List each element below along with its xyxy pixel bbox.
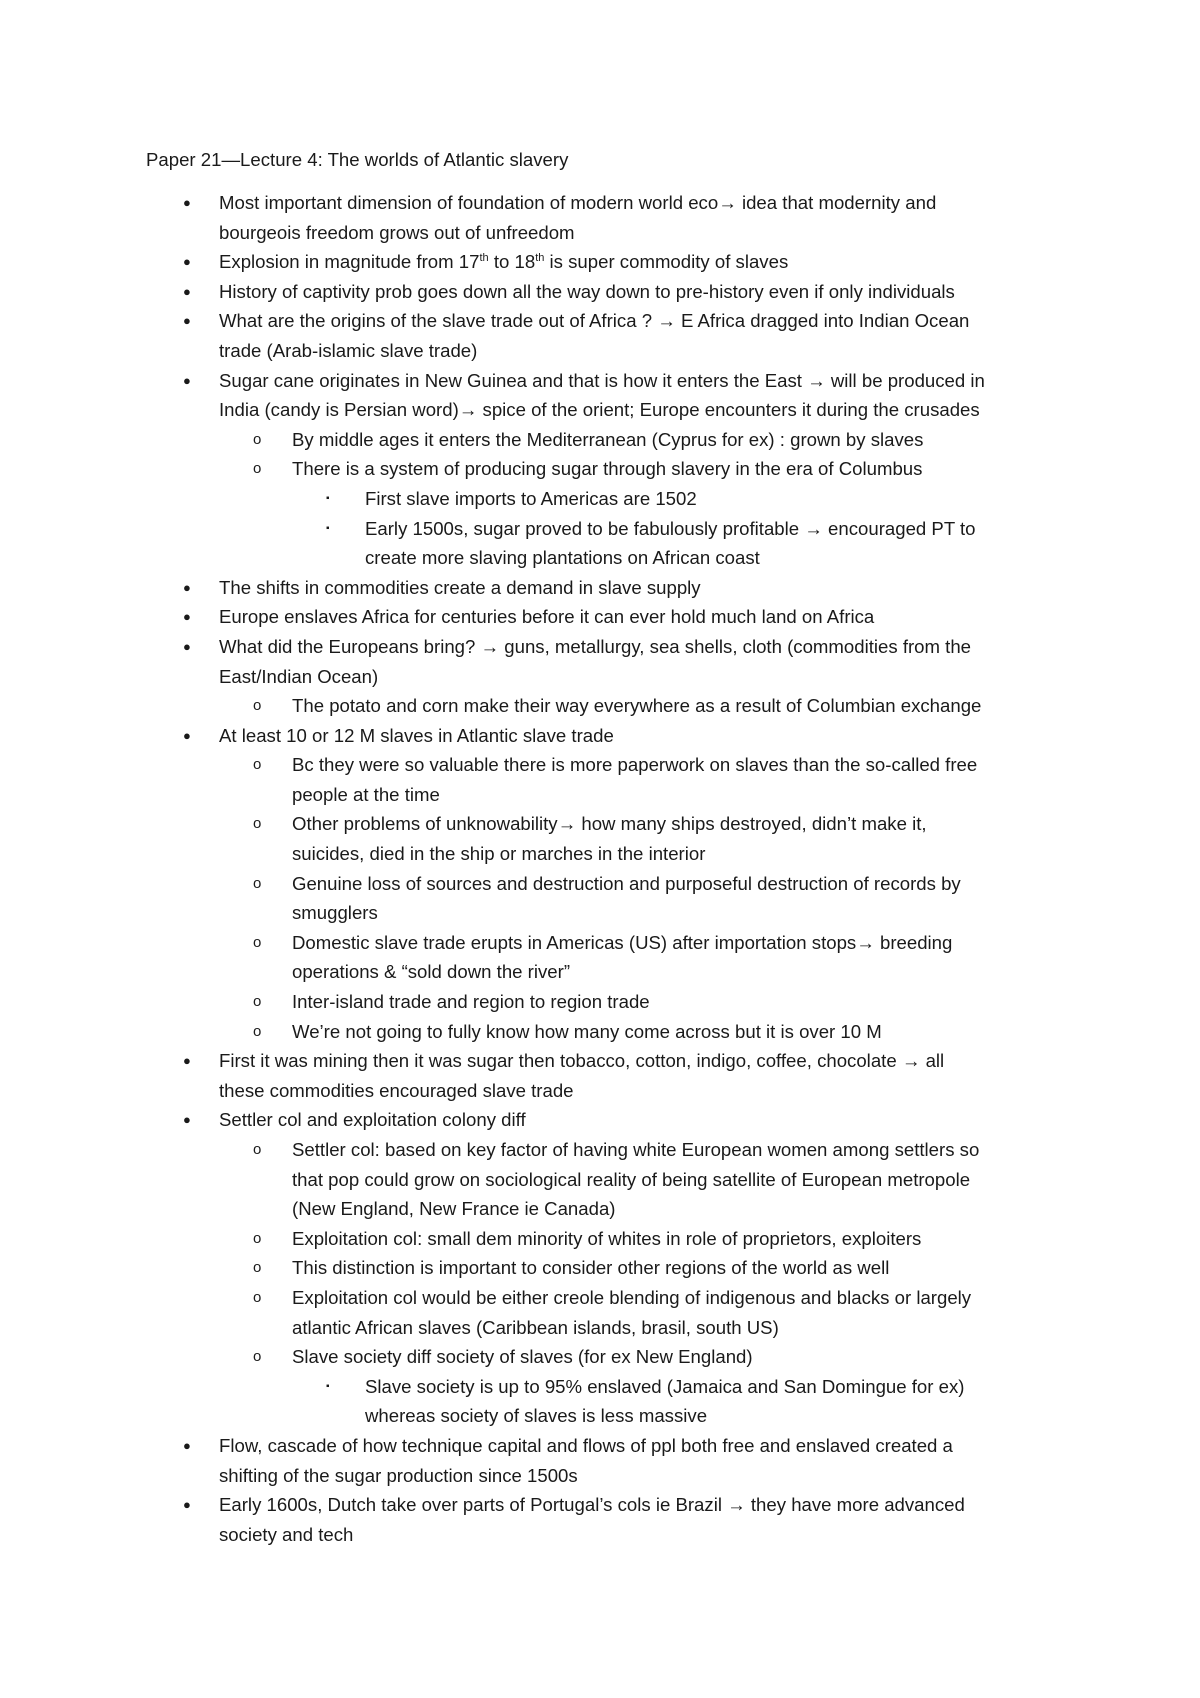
list-item-text: Slave society diff society of slaves (for ex New England) xyxy=(292,1346,753,1368)
page-title: Paper 21—Lecture 4: The worlds of Atlantic slavery xyxy=(146,149,569,170)
superscript: th xyxy=(479,252,489,264)
list-item-line xyxy=(0,869,1200,899)
list-item-line xyxy=(0,1283,1200,1313)
bullet-dot-icon: ● xyxy=(183,609,191,625)
list-item-line xyxy=(0,1017,1200,1047)
list-item-line xyxy=(0,1461,1200,1491)
bullet-circle-icon: o xyxy=(253,1348,262,1366)
list-item-text: Explosion in magnitude from 17th to 18th is super commodity of slaves xyxy=(219,251,789,273)
list-item-line xyxy=(0,573,1200,603)
list-item-text: The potato and corn make their way everywhere as a result of Columbian exchange xyxy=(292,695,982,717)
list-item-text: What are the origins of the slave trade out of Africa ? → E Africa dragged into Indian Ocean xyxy=(219,310,970,332)
bullet-dot-icon: ● xyxy=(183,283,191,299)
list-item-line xyxy=(0,987,1200,1017)
bullet-dot-icon: ● xyxy=(183,1497,191,1513)
list-item-text: India (candy is Persian word)→ spice of the orient; Europe encounters it during the crusades xyxy=(219,399,980,421)
list-item-line xyxy=(0,484,1200,514)
list-item-text: Sugar cane originates in New Guinea and that is how it enters the East → will be produced in xyxy=(219,369,985,391)
list-item-text: whereas society of slaves is less massive xyxy=(365,1405,708,1427)
list-item-text: What did the Europeans bring? → guns, metallurgy, sea shells, cloth (commodities from the xyxy=(219,635,972,657)
list-item-line xyxy=(0,188,1200,218)
bullet-square-icon: ▪ xyxy=(326,1380,330,1392)
list-item-line xyxy=(0,809,1200,839)
list-item-text: We’re not going to fully know how many come across but it is over 10 M xyxy=(292,1020,882,1042)
list-item-line xyxy=(0,425,1200,455)
list-item-line xyxy=(0,1224,1200,1254)
list-item-line xyxy=(0,662,1200,692)
bullet-dot-icon: ● xyxy=(183,1112,191,1128)
list-item-line xyxy=(0,780,1200,810)
list-item-line xyxy=(0,395,1200,425)
list-item-line xyxy=(0,277,1200,307)
list-item-line xyxy=(0,366,1200,396)
bullet-dot-icon: ● xyxy=(183,1053,191,1069)
list-item-line xyxy=(0,750,1200,780)
list-item-text: Flow, cascade of how technique capital and flows of ppl both free and enslaved created a xyxy=(219,1434,953,1456)
list-item-text: people at the time xyxy=(292,783,440,805)
list-item-text: create more slaving plantations on African coast xyxy=(365,547,760,569)
bullet-circle-icon: o xyxy=(253,1259,262,1277)
list-item-line xyxy=(0,454,1200,484)
list-item-line xyxy=(0,247,1200,277)
list-item-line xyxy=(0,928,1200,958)
list-item-line xyxy=(0,1046,1200,1076)
list-item-line xyxy=(0,1253,1200,1283)
list-item-line xyxy=(0,691,1200,721)
list-item-text: Most important dimension of foundation of modern world eco→ idea that modernity and xyxy=(219,192,937,213)
list-item-text: (New England, New France ie Canada) xyxy=(292,1198,616,1220)
list-item-line xyxy=(0,721,1200,751)
list-item-line xyxy=(0,1105,1200,1135)
list-item-text: Early 1500s, sugar proved to be fabulously profitable → encouraged PT to xyxy=(365,517,976,539)
list-item-line xyxy=(0,1076,1200,1106)
bullet-dot-icon: ● xyxy=(183,195,191,210)
bullet-circle-icon: o xyxy=(253,697,262,715)
list-item-text: bourgeois freedom grows out of unfreedom xyxy=(219,221,575,243)
bullet-list xyxy=(0,188,1200,1549)
bullet-circle-icon: o xyxy=(253,874,262,892)
list-item-text: First slave imports to Americas are 1502 xyxy=(365,487,697,509)
superscript: th xyxy=(535,252,545,264)
bullet-circle-icon: o xyxy=(253,430,262,448)
list-item-text: atlantic African slaves (Caribbean islands, brasil, south US) xyxy=(292,1316,779,1338)
list-item-text: The shifts in commodities create a demand in slave supply xyxy=(219,576,701,598)
list-item-text: Exploitation col would be either creole blending of indigenous and blacks or largely xyxy=(292,1286,972,1308)
bullet-circle-icon: o xyxy=(253,756,262,774)
list-item-line xyxy=(0,1401,1200,1431)
list-item-text: shifting of the sugar production since 1500s xyxy=(219,1464,578,1486)
list-item-line xyxy=(0,336,1200,366)
bullet-circle-icon: o xyxy=(253,993,262,1011)
bullet-dot-icon: ● xyxy=(183,372,191,388)
list-item-text: smugglers xyxy=(292,902,378,924)
bullet-circle-icon: o xyxy=(253,1141,262,1158)
list-item-text: Settler col and exploitation colony diff xyxy=(219,1109,526,1131)
list-item-text: Domestic slave trade erupts in Americas (US) after importation stops→ breeding xyxy=(292,931,953,953)
list-item-line xyxy=(0,1342,1200,1372)
list-item-text: Genuine loss of sources and destruction and purposeful destruction of records by xyxy=(292,872,961,894)
bullet-dot-icon: ● xyxy=(183,638,191,654)
bullet-dot-icon: ● xyxy=(183,313,191,329)
list-item-line xyxy=(0,632,1200,662)
bullet-circle-icon: o xyxy=(253,1229,262,1247)
list-item-line xyxy=(0,1135,1200,1165)
bullet-dot-icon: ● xyxy=(183,1437,191,1453)
list-item-line xyxy=(0,1372,1200,1402)
list-item-text: Inter-island trade and region to region trade xyxy=(292,991,650,1013)
list-item-text: Early 1600s, Dutch take over parts of Portugal’s cols ie Brazil → they have more advanced xyxy=(219,1494,965,1516)
bullet-circle-icon: o xyxy=(253,460,262,478)
list-item-text: History of captivity prob goes down all the way down to pre-history even if only individuals xyxy=(219,280,955,302)
list-item-text: operations & “sold down the river” xyxy=(292,961,571,983)
list-item-text: First it was mining then it was sugar then tobacco, cotton, indigo, coffee, chocolate → all xyxy=(219,1050,945,1072)
list-item-text: This distinction is important to consider other regions of the world as well xyxy=(292,1257,890,1279)
list-item-text: By middle ages it enters the Mediterranean (Cyprus for ex) : grown by slaves xyxy=(292,428,924,450)
list-item-text: There is a system of producing sugar through slavery in the era of Columbus xyxy=(292,458,923,480)
list-item-text: At least 10 or 12 M slaves in Atlantic slave trade xyxy=(219,724,614,746)
list-item-line xyxy=(0,1520,1200,1550)
list-item-line xyxy=(0,839,1200,869)
list-item-line xyxy=(0,1165,1200,1195)
list-item-text: society and tech xyxy=(219,1523,354,1545)
list-item-line xyxy=(0,306,1200,336)
list-item-text: Europe enslaves Africa for centuries before it can ever hold much land on Africa xyxy=(219,606,875,628)
list-item-text: Other problems of unknowability→ how many ships destroyed, didn’t make it, xyxy=(292,813,927,835)
bullet-dot-icon: ● xyxy=(183,727,191,743)
bullet-circle-icon: o xyxy=(253,1288,262,1306)
list-item-line xyxy=(0,898,1200,928)
list-item-line xyxy=(0,1313,1200,1343)
list-item-text: Exploitation col: small dem minority of whites in role of proprietors, exploiters xyxy=(292,1227,922,1249)
list-item-line xyxy=(0,957,1200,987)
list-item-text: suicides, died in the ship or marches in the interior xyxy=(292,843,706,865)
list-item-text: Settler col: based on key factor of having white European women among settlers so xyxy=(292,1139,980,1160)
list-item-line xyxy=(0,1490,1200,1520)
list-item-text: East/Indian Ocean) xyxy=(219,665,379,687)
list-item-line xyxy=(0,602,1200,632)
list-item-text: that pop could grow on sociological reality of being satellite of European metropole xyxy=(292,1168,971,1190)
list-item-line xyxy=(0,543,1200,573)
list-item-text: Bc they were so valuable there is more paperwork on slaves than the so-called free xyxy=(292,754,978,776)
bullet-square-icon: ▪ xyxy=(326,492,330,504)
bullet-circle-icon: o xyxy=(253,933,262,951)
list-item-line xyxy=(0,1194,1200,1224)
list-item-text: these commodities encouraged slave trade xyxy=(219,1079,574,1101)
bullet-circle-icon: o xyxy=(253,815,262,833)
list-item-text: Slave society is up to 95% enslaved (Jamaica and San Domingue for ex) xyxy=(365,1375,965,1397)
list-item-line xyxy=(0,514,1200,544)
list-item-line xyxy=(0,1431,1200,1461)
bullet-dot-icon: ● xyxy=(183,254,191,270)
list-item-line xyxy=(0,218,1200,248)
bullet-square-icon: ▪ xyxy=(326,522,330,534)
bullet-circle-icon: o xyxy=(253,1022,262,1040)
bullet-dot-icon: ● xyxy=(183,579,191,595)
list-item-text: trade (Arab-islamic slave trade) xyxy=(219,339,478,361)
